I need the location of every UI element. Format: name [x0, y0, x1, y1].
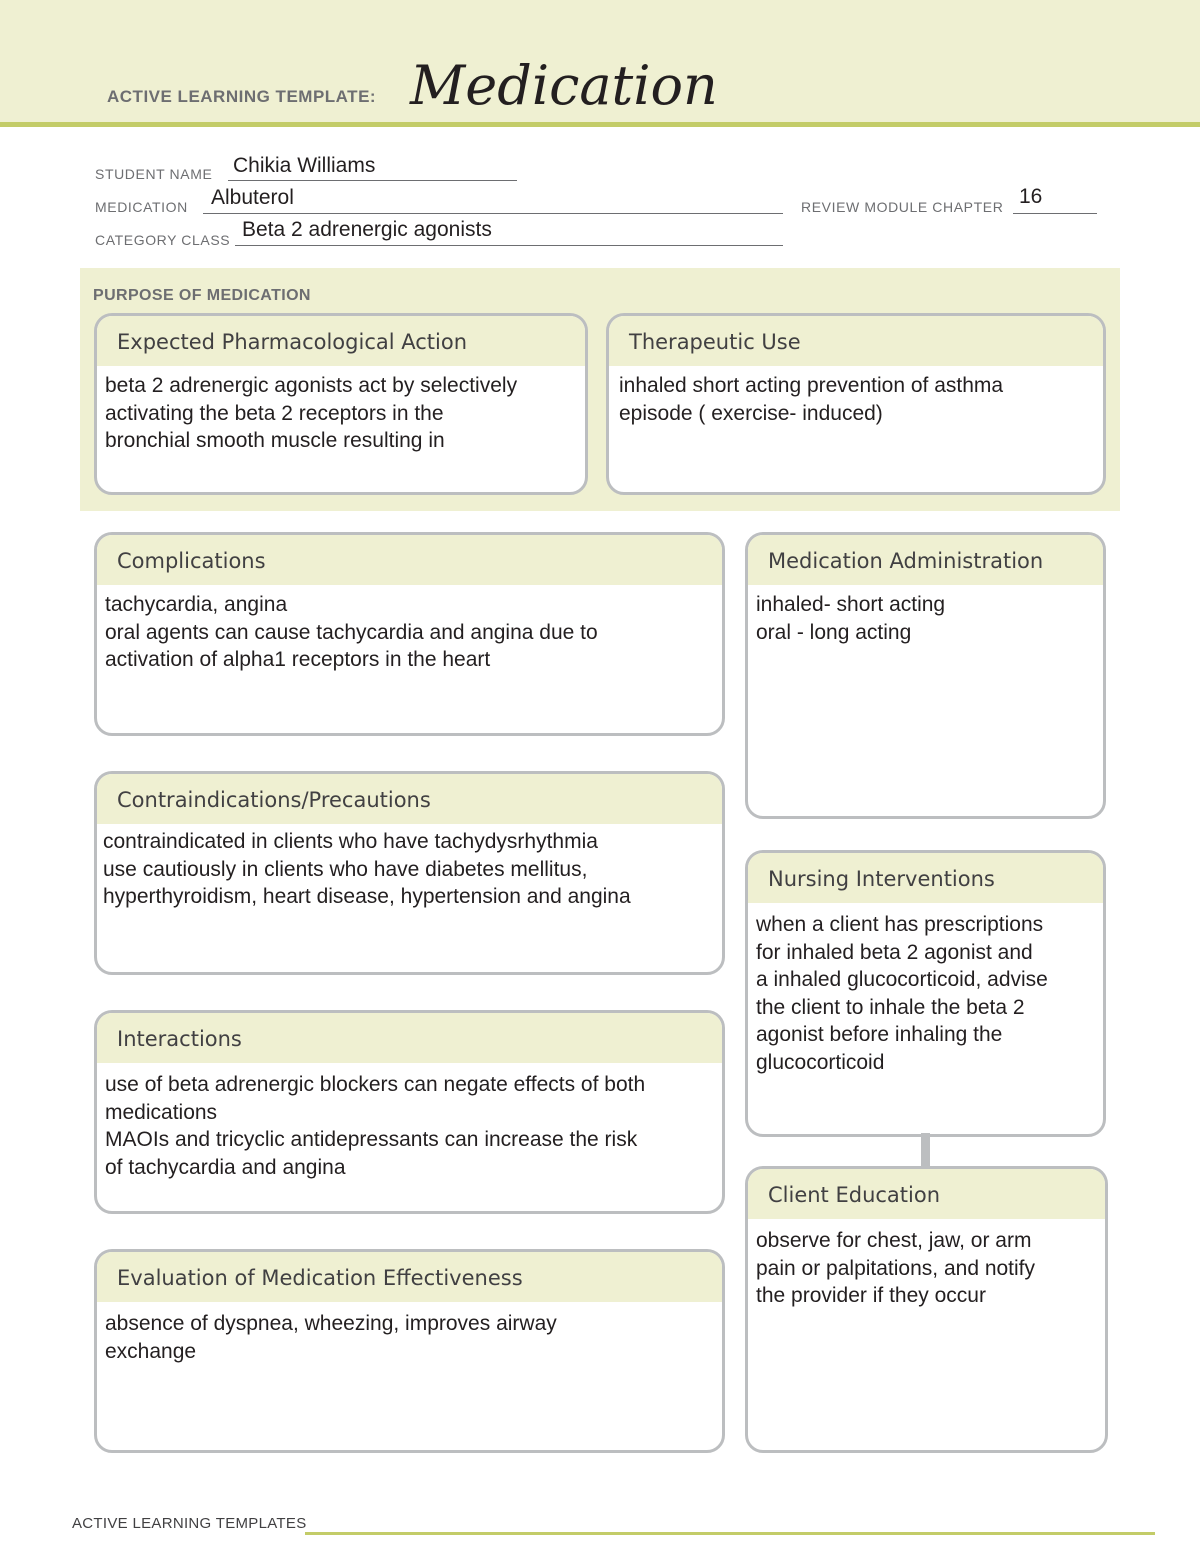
complications-text[interactable]: tachycardia, angina oral agents can cause tachycardia and angina due to activation of alpha1 receptors in the heart — [105, 593, 598, 671]
expected-action-box — [94, 313, 588, 495]
footer-label: ACTIVE LEARNING TEMPLATES — [72, 1515, 307, 1532]
review-module-chapter-label: REVIEW MODULE CHAPTER — [801, 199, 1004, 215]
category-class-line — [235, 245, 783, 246]
contraindications-box — [94, 771, 725, 975]
template-label: ACTIVE LEARNING TEMPLATE: — [107, 87, 377, 106]
interactions-title: Interactions — [97, 1013, 722, 1063]
expected-action-title: Expected Pharmacological Action — [97, 316, 585, 366]
complications-title: Complications — [97, 535, 722, 585]
nursing-interventions-title: Nursing Interventions — [748, 853, 1103, 903]
client-education-box — [745, 1166, 1108, 1453]
review-module-chapter-field[interactable]: 16 — [1019, 185, 1043, 208]
interactions-box — [94, 1010, 725, 1214]
purpose-heading: PURPOSE OF MEDICATION — [93, 287, 311, 304]
medication-line — [203, 213, 783, 214]
evaluation-box — [94, 1249, 725, 1453]
category-class-label: CATEGORY CLASS — [95, 232, 231, 248]
therapeutic-use-title: Therapeutic Use — [609, 316, 1103, 366]
student-name-line — [228, 180, 517, 181]
client-education-text[interactable]: observe for chest, jaw, or arm pain or palpitations, and notify the provider if they occur — [756, 1229, 1036, 1307]
nursing-interventions-text[interactable]: when a client has prescriptions for inhaled beta 2 agonist and a inhaled glucocorticoid, advise the client to inhale the beta 2 agonist before inhaling the glucocorticoid — [756, 913, 1048, 1074]
evaluation-text[interactable]: absence of dyspnea, wheezing, improves airway exchange — [105, 1312, 557, 1363]
expected-action-text[interactable]: beta 2 adrenergic agonists act by selectively activating the beta 2 receptors in the bronchial smooth muscle resulting in — [105, 374, 518, 452]
contraindications-text[interactable]: contraindicated in clients who have tachydysrhythmia use cautiously in clients who have diabetes mellitus, hyperthyroidism, heart disease, hypertension and angina — [103, 830, 631, 908]
medication-administration-title: Medication Administration — [748, 535, 1103, 585]
medication-administration-box — [745, 532, 1106, 819]
medication-field[interactable]: Albuterol — [211, 186, 294, 209]
evaluation-title: Evaluation of Medication Effectiveness — [97, 1252, 722, 1302]
header-divider — [0, 122, 1200, 127]
client-education-title: Client Education — [748, 1169, 1105, 1219]
student-name-field[interactable]: Chikia Williams — [233, 154, 376, 177]
therapeutic-use-box — [606, 313, 1106, 495]
interactions-text[interactable]: use of beta adrenergic blockers can negate effects of both medications MAOIs and tricyclic antidepressants can increase the risk of tachycardia and angina — [105, 1073, 646, 1179]
category-class-field[interactable]: Beta 2 adrenergic agonists — [242, 218, 492, 241]
nursing-interventions-box — [745, 850, 1106, 1137]
page-title: Medication — [410, 54, 718, 117]
therapeutic-use-text[interactable]: inhaled short acting prevention of asthma episode ( exercise- induced) — [619, 374, 1004, 425]
complications-box — [94, 532, 725, 736]
connector-bar — [921, 1133, 930, 1166]
footer-divider — [305, 1532, 1155, 1535]
contraindications-title: Contraindications/Precautions — [97, 774, 722, 824]
student-name-label: STUDENT NAME — [95, 166, 213, 182]
medication-label: MEDICATION — [95, 199, 188, 215]
review-module-chapter-line — [1013, 213, 1097, 214]
medication-administration-text[interactable]: inhaled- short acting oral - long acting — [756, 593, 946, 644]
